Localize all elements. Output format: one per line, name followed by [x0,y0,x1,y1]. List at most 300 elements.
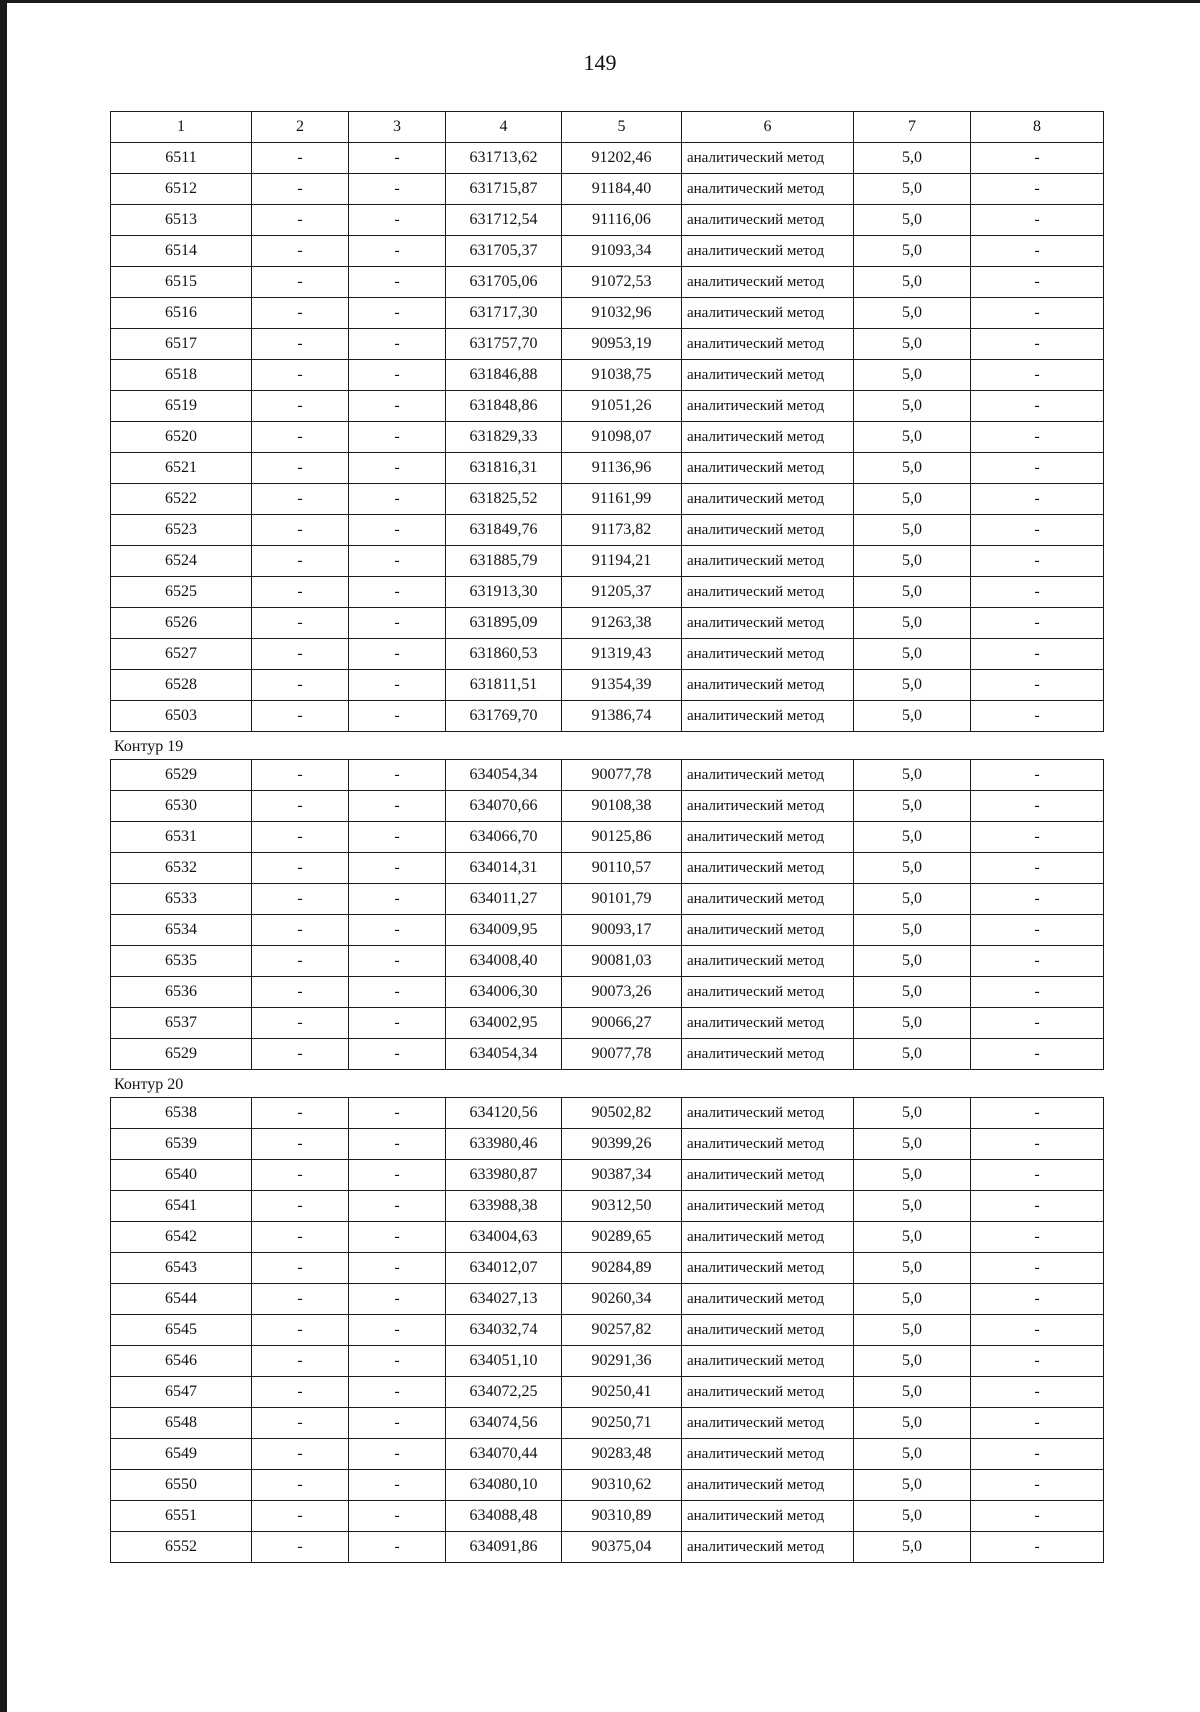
cell-col-1: 6537 [111,1008,252,1039]
cell-col-5: 91098,07 [562,422,682,453]
cell-col-6: аналитический метод [682,484,854,515]
cell-col-7: 5,0 [854,1191,971,1222]
cell-col-2: - [252,422,349,453]
cell-col-3: - [349,1008,446,1039]
cell-col-5: 91319,43 [562,639,682,670]
header-cell-3: 3 [349,112,446,143]
table-row [111,608,1104,639]
cell-col-7: 5,0 [854,205,971,236]
table-row [111,1039,1104,1070]
cell-col-6: аналитический метод [682,977,854,1008]
cell-col-8: - [971,884,1104,915]
cell-col-7: 5,0 [854,298,971,329]
cell-col-1: 6524 [111,546,252,577]
coordinates-document [110,111,1103,1563]
cell-col-4: 634054,34 [446,1039,562,1070]
cell-col-1: 6551 [111,1501,252,1532]
contour-label: Контур 20 [114,1076,184,1093]
cell-col-5: 90108,38 [562,791,682,822]
cell-col-1: 6515 [111,267,252,298]
table-row [111,1532,1104,1563]
cell-col-3: - [349,298,446,329]
cell-col-2: - [252,639,349,670]
cell-col-3: - [349,1191,446,1222]
cell-col-7: 5,0 [854,608,971,639]
cell-col-6: аналитический метод [682,639,854,670]
cell-col-7: 5,0 [854,701,971,732]
cell-col-2: - [252,515,349,546]
cell-col-8: - [971,360,1104,391]
cell-col-4: 634014,31 [446,853,562,884]
cell-col-6: аналитический метод [682,205,854,236]
cell-col-6: аналитический метод [682,1315,854,1346]
cell-col-8: - [971,174,1104,205]
cell-col-7: 5,0 [854,1222,971,1253]
cell-col-1: 6546 [111,1346,252,1377]
cell-col-6: аналитический метод [682,174,854,205]
cell-col-3: - [349,1222,446,1253]
cell-col-3: - [349,822,446,853]
cell-col-2: - [252,853,349,884]
cell-col-6: аналитический метод [682,360,854,391]
cell-col-7: 5,0 [854,1098,971,1129]
cell-col-4: 634074,56 [446,1408,562,1439]
cell-col-3: - [349,1408,446,1439]
cell-col-5: 90257,82 [562,1315,682,1346]
cell-col-4: 634027,13 [446,1284,562,1315]
cell-col-5: 90101,79 [562,884,682,915]
cell-col-7: 5,0 [854,1039,971,1070]
cell-col-7: 5,0 [854,1408,971,1439]
cell-col-2: - [252,236,349,267]
cell-col-5: 90387,34 [562,1160,682,1191]
cell-col-2: - [252,760,349,791]
cell-col-1: 6541 [111,1191,252,1222]
cell-col-8: - [971,546,1104,577]
cell-col-3: - [349,701,446,732]
cell-col-1: 6529 [111,1039,252,1070]
cell-col-5: 90250,41 [562,1377,682,1408]
cell-col-4: 634004,63 [446,1222,562,1253]
cell-col-7: 5,0 [854,515,971,546]
cell-col-6: аналитический метод [682,608,854,639]
table-row [111,853,1104,884]
cell-col-5: 91093,34 [562,236,682,267]
cell-col-4: 631769,70 [446,701,562,732]
cell-col-7: 5,0 [854,1129,971,1160]
cell-col-1: 6527 [111,639,252,670]
cell-col-2: - [252,1315,349,1346]
table-row [111,1501,1104,1532]
table-row [111,484,1104,515]
cell-col-4: 633980,87 [446,1160,562,1191]
cell-col-3: - [349,608,446,639]
cell-col-3: - [349,1253,446,1284]
cell-col-4: 634070,44 [446,1439,562,1470]
cell-col-7: 5,0 [854,546,971,577]
cell-col-7: 5,0 [854,1470,971,1501]
cell-col-2: - [252,174,349,205]
cell-col-7: 5,0 [854,1346,971,1377]
cell-col-3: - [349,1346,446,1377]
cell-col-3: - [349,791,446,822]
cell-col-2: - [252,608,349,639]
cell-col-4: 631846,88 [446,360,562,391]
table-row [111,701,1104,732]
cell-col-5: 90502,82 [562,1098,682,1129]
table-row [111,1191,1104,1222]
header-cell-4: 4 [446,112,562,143]
cell-col-7: 5,0 [854,577,971,608]
cell-col-4: 634072,25 [446,1377,562,1408]
cell-col-5: 90953,19 [562,329,682,360]
cell-col-5: 91263,38 [562,608,682,639]
cell-col-6: аналитический метод [682,1470,854,1501]
cell-col-5: 90284,89 [562,1253,682,1284]
table-row [111,915,1104,946]
table-row [111,1222,1104,1253]
cell-col-5: 91161,99 [562,484,682,515]
cell-col-7: 5,0 [854,422,971,453]
cell-col-6: аналитический метод [682,267,854,298]
cell-col-5: 91038,75 [562,360,682,391]
cell-col-5: 90260,34 [562,1284,682,1315]
cell-col-4: 634080,10 [446,1470,562,1501]
cell-col-2: - [252,1160,349,1191]
cell-col-3: - [349,670,446,701]
cell-col-8: - [971,1222,1104,1253]
cell-col-1: 6534 [111,915,252,946]
cell-col-8: - [971,853,1104,884]
cell-col-4: 633988,38 [446,1191,562,1222]
table-row [111,453,1104,484]
cell-col-1: 6543 [111,1253,252,1284]
cell-col-5: 90073,26 [562,977,682,1008]
cell-col-2: - [252,1008,349,1039]
cell-col-3: - [349,422,446,453]
cell-col-4: 634009,95 [446,915,562,946]
cell-col-5: 90289,65 [562,1222,682,1253]
cell-col-2: - [252,391,349,422]
table-row [111,760,1104,791]
cell-col-5: 90066,27 [562,1008,682,1039]
cell-col-4: 631860,53 [446,639,562,670]
coordinates-table-1 [110,111,1104,732]
coordinates-table-2 [110,759,1104,1070]
cell-col-2: - [252,1098,349,1129]
cell-col-1: 6518 [111,360,252,391]
cell-col-2: - [252,329,349,360]
cell-col-5: 90312,50 [562,1191,682,1222]
cell-col-3: - [349,915,446,946]
cell-col-6: аналитический метод [682,298,854,329]
cell-col-1: 6552 [111,1532,252,1563]
cell-col-8: - [971,791,1104,822]
cell-col-6: аналитический метод [682,1408,854,1439]
table-row [111,884,1104,915]
cell-col-1: 6503 [111,701,252,732]
cell-col-8: - [971,329,1104,360]
cell-col-4: 631705,06 [446,267,562,298]
cell-col-8: - [971,1098,1104,1129]
cell-col-1: 6529 [111,760,252,791]
cell-col-8: - [971,422,1104,453]
cell-col-3: - [349,515,446,546]
page-number: 149 [583,50,617,75]
cell-col-2: - [252,915,349,946]
cell-col-5: 90125,86 [562,822,682,853]
cell-col-3: - [349,1470,446,1501]
table-row [111,143,1104,174]
cell-col-6: аналитический метод [682,1532,854,1563]
cell-col-1: 6538 [111,1098,252,1129]
cell-col-8: - [971,236,1104,267]
table-row [111,422,1104,453]
cell-col-7: 5,0 [854,329,971,360]
cell-col-4: 634070,66 [446,791,562,822]
cell-col-1: 6547 [111,1377,252,1408]
cell-col-3: - [349,329,446,360]
cell-col-1: 6550 [111,1470,252,1501]
cell-col-5: 90077,78 [562,760,682,791]
cell-col-6: аналитический метод [682,760,854,791]
table-row [111,267,1104,298]
cell-col-5: 91194,21 [562,546,682,577]
table-row [111,977,1104,1008]
cell-col-5: 91136,96 [562,453,682,484]
cell-col-5: 91386,74 [562,701,682,732]
cell-col-1: 6542 [111,1222,252,1253]
table-row [111,1129,1104,1160]
cell-col-6: аналитический метод [682,1129,854,1160]
cell-col-3: - [349,1377,446,1408]
table-row [111,1470,1104,1501]
cell-col-3: - [349,977,446,1008]
cell-col-6: аналитический метод [682,546,854,577]
cell-col-3: - [349,760,446,791]
cell-col-5: 90093,17 [562,915,682,946]
cell-col-7: 5,0 [854,670,971,701]
cell-col-8: - [971,1501,1104,1532]
cell-col-2: - [252,1253,349,1284]
cell-col-6: аналитический метод [682,1439,854,1470]
table-row [111,822,1104,853]
cell-col-2: - [252,1222,349,1253]
cell-col-6: аналитический метод [682,577,854,608]
coordinates-table-3 [110,1097,1104,1563]
cell-col-4: 634088,48 [446,1501,562,1532]
cell-col-7: 5,0 [854,915,971,946]
cell-col-5: 90250,71 [562,1408,682,1439]
cell-col-7: 5,0 [854,946,971,977]
cell-col-1: 6517 [111,329,252,360]
cell-col-4: 631713,62 [446,143,562,174]
table-row [111,236,1104,267]
cell-col-7: 5,0 [854,791,971,822]
cell-col-4: 631895,09 [446,608,562,639]
cell-col-4: 631811,51 [446,670,562,701]
cell-col-8: - [971,391,1104,422]
cell-col-2: - [252,1439,349,1470]
cell-col-4: 633980,46 [446,1129,562,1160]
cell-col-1: 6549 [111,1439,252,1470]
cell-col-3: - [349,946,446,977]
cell-col-6: аналитический метод [682,915,854,946]
cell-col-4: 634002,95 [446,1008,562,1039]
cell-col-2: - [252,205,349,236]
cell-col-3: - [349,1129,446,1160]
cell-col-7: 5,0 [854,1253,971,1284]
cell-col-7: 5,0 [854,174,971,205]
cell-col-3: - [349,1532,446,1563]
table-row [111,174,1104,205]
cell-col-7: 5,0 [854,822,971,853]
cell-col-2: - [252,1501,349,1532]
cell-col-6: аналитический метод [682,791,854,822]
cell-col-5: 90283,48 [562,1439,682,1470]
cell-col-8: - [971,1253,1104,1284]
scan-edge-top [0,0,1200,3]
cell-col-4: 634006,30 [446,977,562,1008]
cell-col-6: аналитический метод [682,1377,854,1408]
cell-col-2: - [252,484,349,515]
cell-col-6: аналитический метод [682,1008,854,1039]
cell-col-8: - [971,977,1104,1008]
header-cell-8: 8 [971,112,1104,143]
cell-col-5: 90077,78 [562,1039,682,1070]
table-row [111,791,1104,822]
cell-col-8: - [971,484,1104,515]
cell-col-7: 5,0 [854,360,971,391]
cell-col-7: 5,0 [854,1008,971,1039]
cell-col-2: - [252,946,349,977]
cell-col-7: 5,0 [854,143,971,174]
header-cell-7: 7 [854,112,971,143]
cell-col-5: 91051,26 [562,391,682,422]
cell-col-8: - [971,760,1104,791]
cell-col-4: 634008,40 [446,946,562,977]
table-row [111,1377,1104,1408]
table-row [111,298,1104,329]
header-cell-5: 5 [562,112,682,143]
cell-col-8: - [971,822,1104,853]
cell-col-3: - [349,1098,446,1129]
cell-col-8: - [971,1039,1104,1070]
cell-col-7: 5,0 [854,1284,971,1315]
cell-col-8: - [971,915,1104,946]
cell-col-6: аналитический метод [682,422,854,453]
cell-col-4: 631816,31 [446,453,562,484]
cell-col-7: 5,0 [854,884,971,915]
cell-col-2: - [252,1470,349,1501]
cell-col-4: 634091,86 [446,1532,562,1563]
cell-col-5: 91032,96 [562,298,682,329]
cell-col-8: - [971,1408,1104,1439]
cell-col-3: - [349,546,446,577]
table-row [111,577,1104,608]
cell-col-2: - [252,453,349,484]
cell-col-8: - [971,1008,1104,1039]
table-row [111,546,1104,577]
cell-col-2: - [252,143,349,174]
cell-col-6: аналитический метод [682,670,854,701]
cell-col-1: 6544 [111,1284,252,1315]
cell-col-1: 6519 [111,391,252,422]
cell-col-4: 631849,76 [446,515,562,546]
cell-col-2: - [252,267,349,298]
cell-col-1: 6523 [111,515,252,546]
cell-col-8: - [971,1129,1104,1160]
cell-col-2: - [252,1532,349,1563]
cell-col-4: 631705,37 [446,236,562,267]
cell-col-2: - [252,577,349,608]
cell-col-6: аналитический метод [682,946,854,977]
cell-col-2: - [252,977,349,1008]
cell-col-5: 90081,03 [562,946,682,977]
table-row [111,1408,1104,1439]
cell-col-1: 6540 [111,1160,252,1191]
cell-col-1: 6521 [111,453,252,484]
cell-col-1: 6513 [111,205,252,236]
cell-col-8: - [971,577,1104,608]
cell-col-8: - [971,453,1104,484]
cell-col-7: 5,0 [854,853,971,884]
table-row [111,391,1104,422]
table-row [111,639,1104,670]
cell-col-4: 631913,30 [446,577,562,608]
cell-col-4: 634120,56 [446,1098,562,1129]
cell-col-8: - [971,143,1104,174]
table-row [111,1346,1104,1377]
cell-col-3: - [349,143,446,174]
cell-col-1: 6522 [111,484,252,515]
cell-col-1: 6528 [111,670,252,701]
table-row [111,1008,1104,1039]
table-row [111,329,1104,360]
cell-col-6: аналитический метод [682,822,854,853]
table-row [111,1160,1104,1191]
cell-col-1: 6532 [111,853,252,884]
scan-edge-left [0,0,7,1712]
cell-col-6: аналитический метод [682,143,854,174]
table-header-row [111,112,1104,143]
table-row [111,205,1104,236]
cell-col-1: 6511 [111,143,252,174]
cell-col-3: - [349,484,446,515]
table-row [111,360,1104,391]
cell-col-1: 6536 [111,977,252,1008]
cell-col-7: 5,0 [854,391,971,422]
cell-col-5: 90375,04 [562,1532,682,1563]
cell-col-5: 91354,39 [562,670,682,701]
table-row [111,1098,1104,1129]
cell-col-7: 5,0 [854,760,971,791]
cell-col-1: 6548 [111,1408,252,1439]
cell-col-2: - [252,298,349,329]
cell-col-5: 90310,89 [562,1501,682,1532]
cell-col-7: 5,0 [854,1160,971,1191]
cell-col-4: 634012,07 [446,1253,562,1284]
cell-col-3: - [349,267,446,298]
cell-col-3: - [349,453,446,484]
cell-col-6: аналитический метод [682,701,854,732]
cell-col-7: 5,0 [854,267,971,298]
cell-col-7: 5,0 [854,639,971,670]
cell-col-6: аналитический метод [682,1222,854,1253]
cell-col-1: 6545 [111,1315,252,1346]
cell-col-4: 634032,74 [446,1315,562,1346]
cell-col-4: 634054,34 [446,760,562,791]
